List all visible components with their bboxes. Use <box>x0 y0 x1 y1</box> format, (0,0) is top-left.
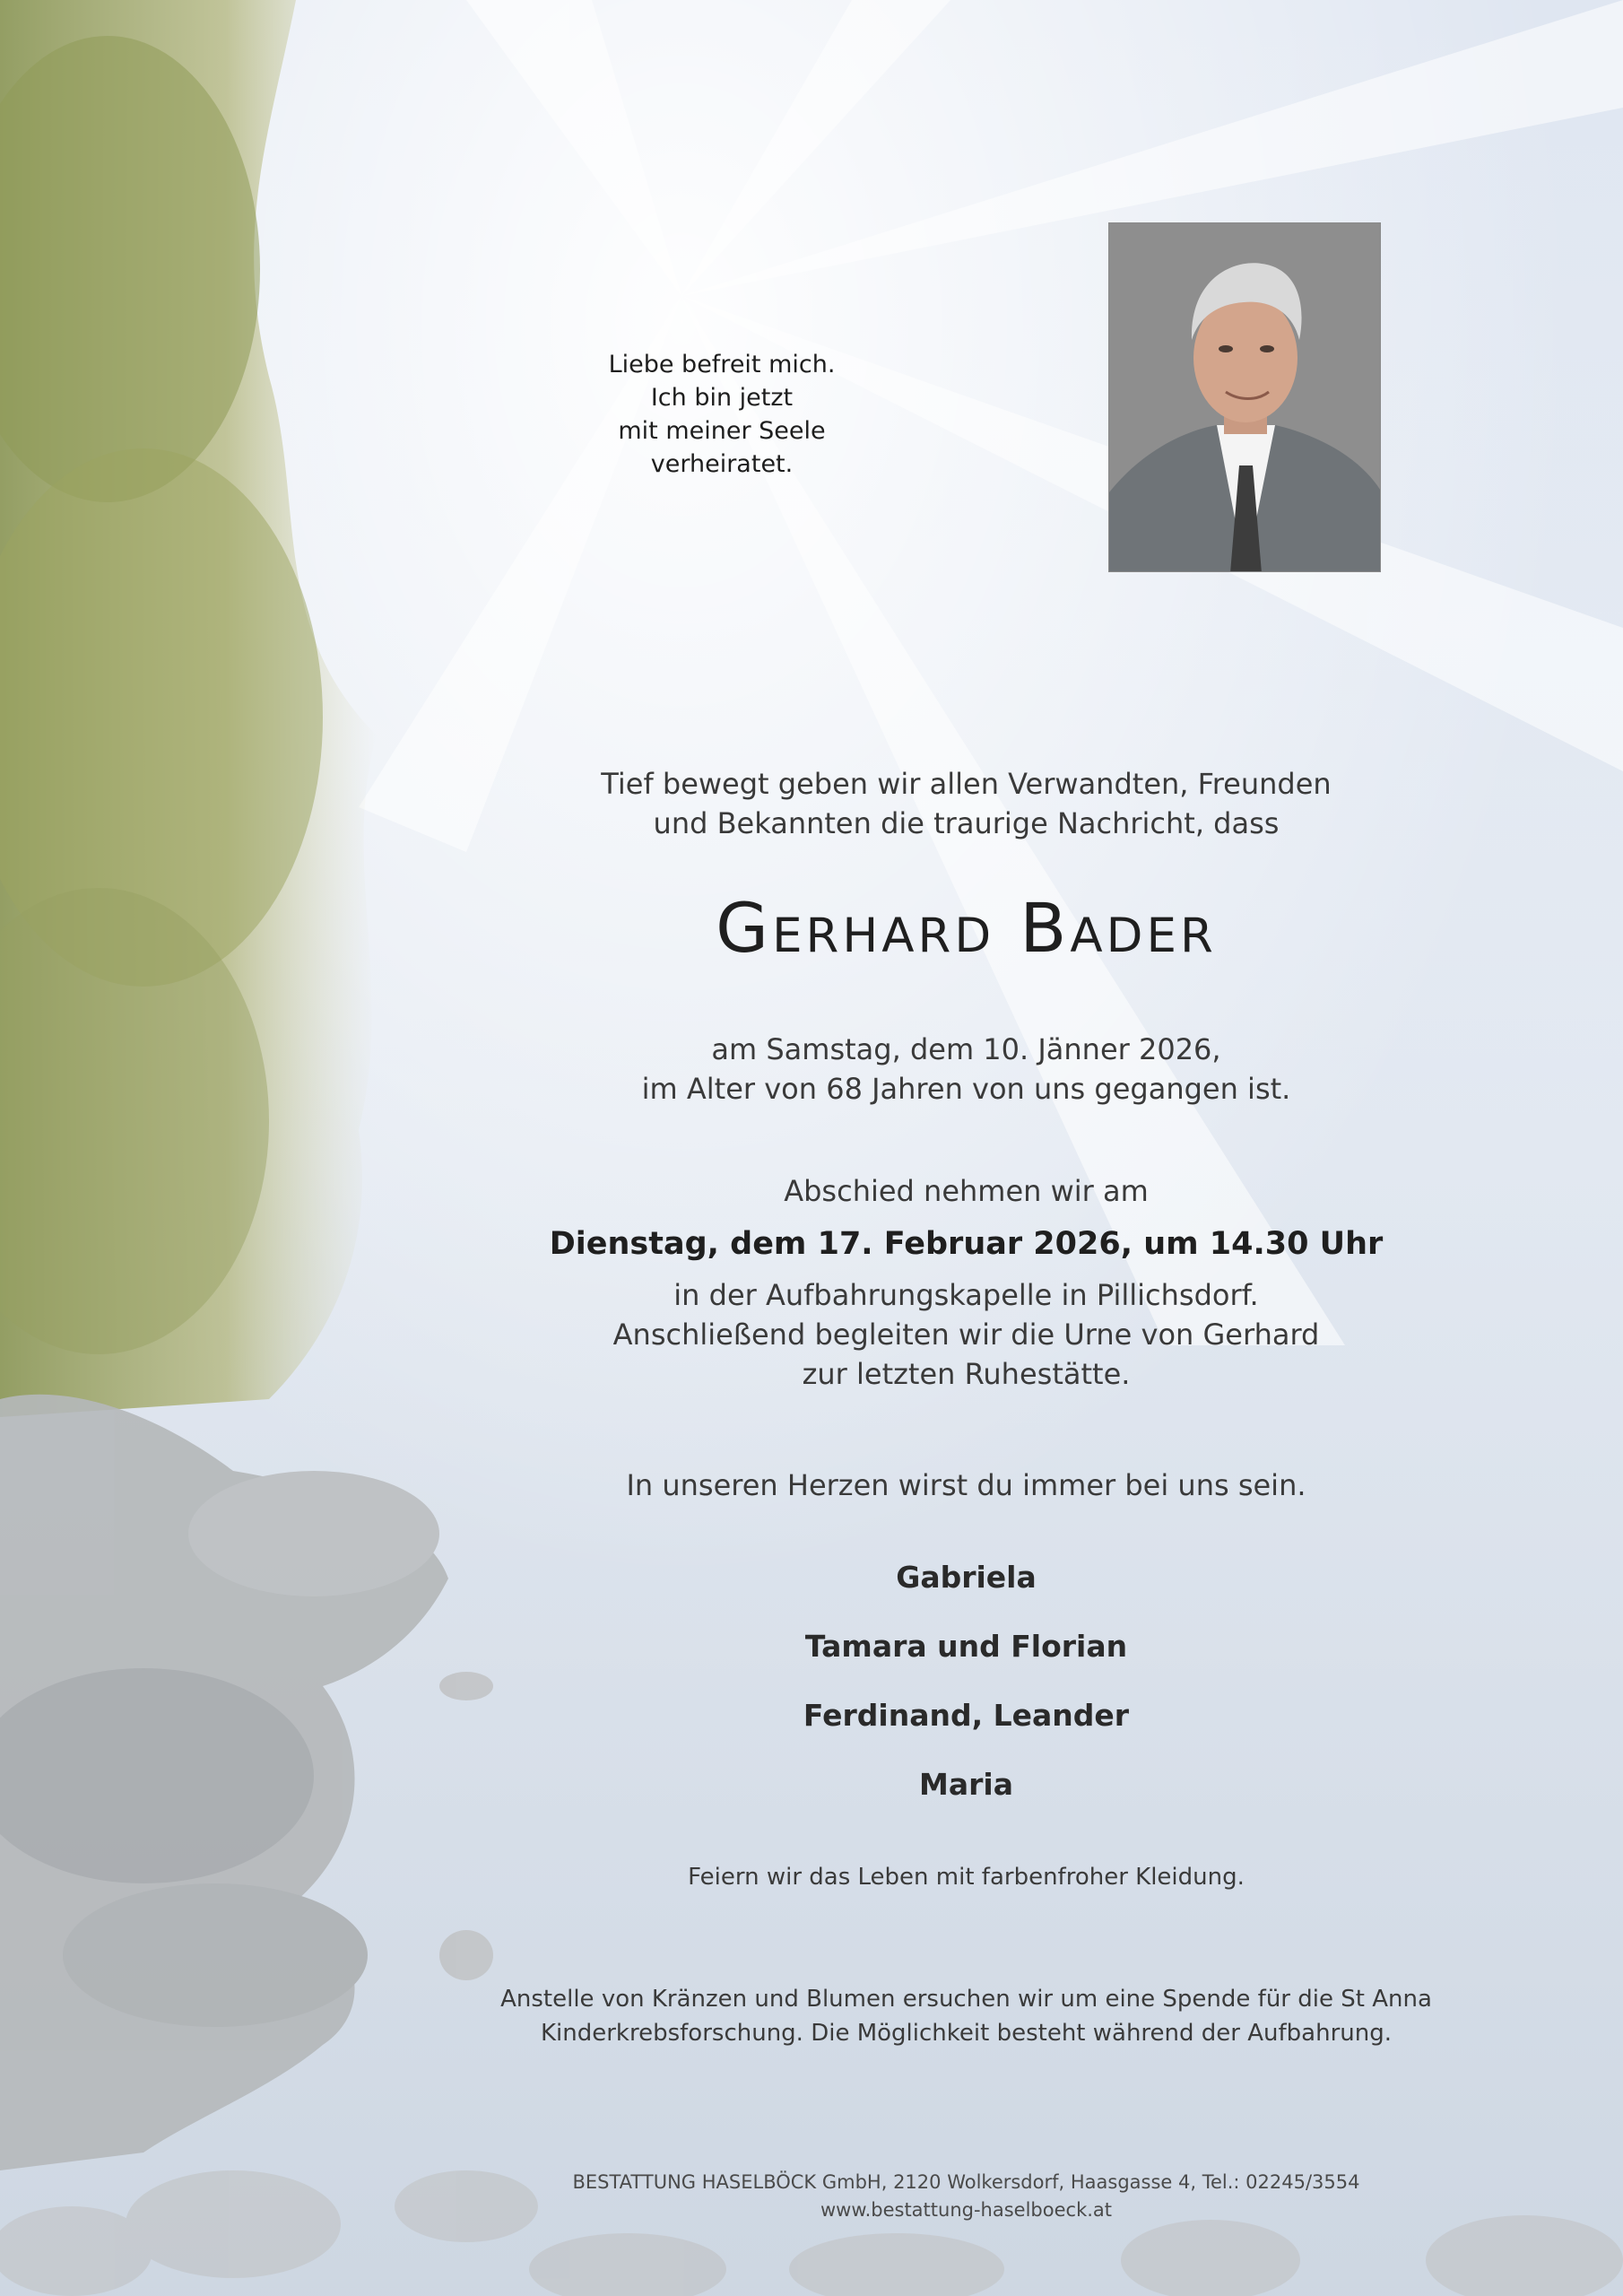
death-details <box>538 1030 1394 1109</box>
intro-line: Tief bewegt geben wir allen Verwandten, Freunden <box>601 767 1332 801</box>
footer-address: BESTATTUNG HASELBÖCK GmbH, 2120 Wolkersdorf, Haasgasse 4, Tel.: 02245/3554 <box>572 2171 1360 2193</box>
portrait-photo <box>1108 222 1381 572</box>
mourner-name: Tamara und Florian <box>804 1629 1128 1664</box>
funeral-datetime: Dienstag, dem 17. Februar 2026, um 14.30 Uhr <box>549 1226 1384 1262</box>
mourner-name: Ferdinand, Leander <box>803 1698 1130 1733</box>
hearts-line: In unseren Herzen wirst du immer bei uns sein. <box>626 1468 1306 1502</box>
dress-note: Feiern wir das Leben mit farbenfroher Kleidung. <box>688 1864 1245 1891</box>
deceased-name: Gerhard Bader <box>716 888 1217 968</box>
motto-quote <box>538 348 906 481</box>
intro-line: und Bekannten die traurige Nachricht, dass <box>653 806 1280 840</box>
intro-text <box>538 764 1394 843</box>
donation-line: Anstelle von Kränzen und Blumen ersuchen wir um eine Spende für die St Anna <box>500 1986 1432 2013</box>
motto-line: mit meiner Seele <box>618 417 826 445</box>
donation-line: Kinderkrebsforschung. Die Möglichkeit besteht während der Aufbahrung. <box>540 2020 1392 2047</box>
donation-note <box>448 1982 1484 2050</box>
motto-line: Ich bin jetzt <box>650 384 794 412</box>
motto-line: Liebe befreit mich. <box>608 351 836 378</box>
death-age-line: im Alter von 68 Jahren von uns gegangen ist. <box>641 1072 1291 1106</box>
motto-line: verheiratet. <box>650 450 794 478</box>
location-line: in der Aufbahrungskapelle in Pillichsdorf. <box>673 1278 1259 1312</box>
farewell-text: Abschied nehmen wir am <box>784 1174 1149 1208</box>
funeral-home-footer <box>502 2169 1430 2224</box>
mourners-list <box>538 1543 1394 1819</box>
mourner-name: Maria <box>919 1767 1013 1802</box>
death-date-line: am Samstag, dem 10. Jänner 2026, <box>711 1032 1221 1066</box>
location-line: Anschließend begleiten wir die Urne von Gerhard <box>612 1318 1320 1352</box>
footer-website[interactable]: www.bestattung-haselboeck.at <box>820 2199 1113 2221</box>
mourner-name: Gabriela <box>896 1560 1037 1595</box>
funeral-location <box>538 1275 1394 1394</box>
location-line: zur letzten Ruhestätte. <box>802 1357 1131 1391</box>
